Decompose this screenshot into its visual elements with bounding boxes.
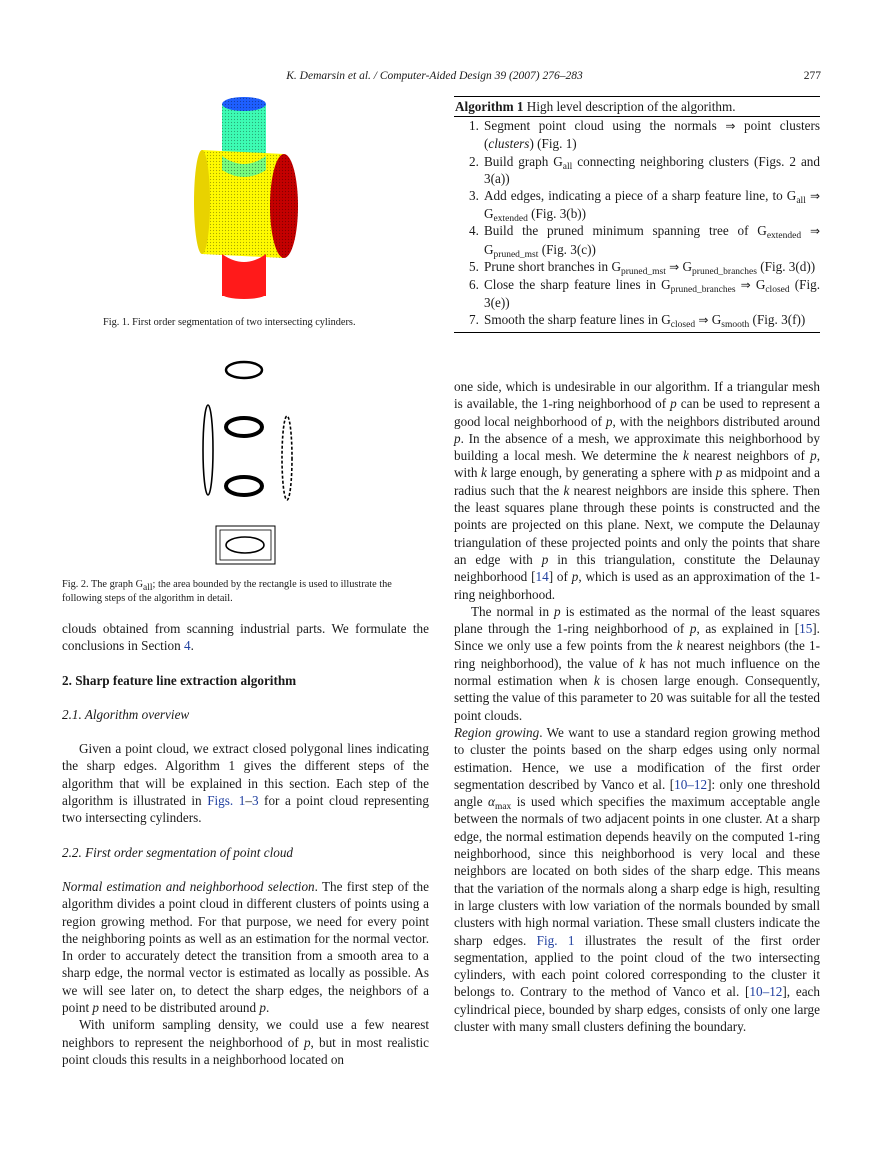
paragraph-uniform-sampling: With uniform sampling density, we could use a few nearest neighbors to represent the neighborhood of p, but in most realistic point clouds this results in a neighborhood located on	[62, 1017, 429, 1067]
fig2-bounding-rectangle	[216, 526, 275, 564]
fig2-node-in-rectangle	[226, 537, 264, 553]
paragraph-neighborhood: one side, which is undesirable in our algorithm. If a triangular mesh is available, the 1-ring neighborhood of p can be used to represent a good local neighborhood of p, with the neighbors distributed around p. In the absence of a mesh, we approximate this neighborhood by building a local mesh. We determine the k nearest neighbors of p, with k large enough, by generating a sphere with p as midpoint and a radius such that the k nearest neighbors are inside this sphere. Then the least squares plane through these points is constructed and the points are projected on this plane. Next, we compute the Delaunay triangulation of these projected points and only the points that share an edge with p in this triangulation, constitute the Delaunay neighborhood [14] of p, which is used as an approximation of the 1-ring neighborhood.	[454, 379, 820, 602]
fig2-node-left	[203, 405, 213, 495]
figure2-graph-image	[190, 352, 305, 570]
paragraph-overview: Given a point cloud, we extract closed polygonal lines indicating the sharp edges. Algorithm 1 gives the different steps of the algorithm that will be explained in this section. Each step of the algorithm is illustrated in Figs. 1–3 for a point cloud representing two intersecting cylinders.	[62, 741, 429, 826]
fig1-left-cap	[194, 150, 210, 254]
algorithm-step-2: 2. Build graph $G_{all}$ connecting neighboring clusters (Figs. 2 and 3(a))	[469, 153, 820, 186]
ref-section-4[interactable]: 4	[183, 638, 191, 654]
algorithm-step-1: 1. Segment point cloud using the normals ⇒ point clusters (clusters) (Fig. 1)	[469, 118, 820, 152]
paragraph-normal-estimation: Normal estimation and neighborhood selection. The first step of the algorithm divides a point cloud in different clusters of points using a region growing method. For that purpose, we need for every point the neighboring points as well as an estimation for the normal vector. In order to accurately detect the transition from a smooth area to a sharp edge, the normal vector is estimated as locally as possible. As we will see later on, to detect the sharp edges, the neighbors of a point p need to be distributed around p.	[62, 878, 429, 1016]
page-number: 277	[803, 70, 821, 82]
algorithm-step-7: 7. Smooth the sharp feature lines in $G_{closed}$ ⇒ $G_{smooth}$ (Fig. 3(f))	[469, 312, 806, 331]
algorithm-step-3: 3. Add edges, indicating a piece of a sharp feature line, to $G_{all}$ ⇒ $G_{extended}$ (Fig. 3(b))	[469, 188, 820, 225]
fig2-node-top	[226, 362, 262, 378]
ref-fig-3[interactable]: 3	[251, 793, 259, 809]
right-column	[454, 378, 820, 1035]
ref-14[interactable]: 14	[535, 569, 549, 585]
fig2-node-middle-lower	[226, 477, 262, 495]
ref-15[interactable]: 15	[799, 621, 813, 637]
paragraph-normal: The normal in p is estimated as the normal of the least squares plane through the 1-ring neighborhood of p, as explained in [15]. Since we only use a few points from the k nearest neighbors (the 1-ring neighborhood), the value of k has not much influence on the normal estimation when k is chosen large enough. Consequently, setting the value of this parameter to 20 was suitable for all the tested point clouds.	[454, 603, 820, 723]
subsection-2-1-title: 2.1. Algorithm overview	[62, 706, 190, 722]
left-column	[62, 620, 429, 1068]
figure1-caption: Fig. 1. First order segmentation of two intersecting cylinders.	[103, 317, 356, 328]
ref-10-12-second[interactable]: 10–12	[749, 984, 783, 1000]
fig2-node-right	[282, 416, 292, 500]
fig2-node-middle-upper	[226, 418, 262, 436]
paragraph-intro: clouds obtained from scanning industrial parts. We formulate the conclusions in Section 4.	[62, 621, 429, 654]
figure2-caption: Fig. 2. The graph $G_{all}$; the area bounded by the rectangle is used to illustrate the following steps of the algorithm in detail.	[62, 579, 392, 604]
figure1-cylinders-image	[188, 94, 302, 300]
ref-figs-1[interactable]: Figs. 1	[207, 793, 246, 809]
algorithm-1-title: Algorithm 1 High level description of the algorithm.	[454, 97, 820, 117]
paragraph-region-growing: Region growing. We want to use a standard region growing method to cluster the points based on the sharp edges using only normal estimation. Hence, we use a modification of the first order segmentation described by Vanco et al. [10–12]: only one threshold angle $\alpha_{max}$ is used which specifies the maximum acceptable angle between the normals of two adjacent points in one cluster. At a sharp edge, the normal estimation depends heavily on the computed 1-ring neighborhood, since this neighborhood is very local and these neighbors are located on both sides of the sharp edge. This means that the variation of the normals along a sharp edge is high, resulting in large clusters with low variation of the normals bounded by small clusters with high normal variation. These small clusters indicate the sharp edges. Fig. 1 illustrates the result of the first order segmentation, applied to the point cloud of the two intersecting cylinders, with each point colored corresponding to the cluster it belongs to. Contrary to the method of Vanco et al. [10–12], each cylindrical piece, bounded by sharp edges, consists of only one large cluster with many small clusters defining the boundary.	[454, 724, 820, 1034]
ref-fig-1[interactable]: Fig. 1	[536, 932, 575, 948]
section-2-title: 2. Sharp feature line extraction algorithm	[62, 672, 297, 688]
algorithm-1-box	[454, 96, 820, 333]
running-header: K. Demarsin et al. / Computer-Aided Design 39 (2007) 276–283	[286, 70, 583, 82]
fig1-bottom-cap	[222, 289, 266, 299]
algorithm-step-5: 5. Prune short branches in $G_{pruned\_mst}$ ⇒ $G_{pruned\_branches}$ (Fig. 3(d))	[469, 258, 816, 277]
algorithm-step-6: 6. Close the sharp feature lines in $G_{pruned\_branches}$ ⇒ $G_{closed}$ (Fig. 3(e))	[469, 277, 821, 311]
algorithm-step-4: 4. Build the pruned minimum spanning tree of $G_{extended}$ ⇒ $G_{pruned\_mst}$ (Fig. 3(c))	[469, 223, 820, 260]
ref-10-12-first[interactable]: 10–12	[674, 776, 708, 792]
subsection-2-2-title: 2.2. First order segmentation of point cloud	[62, 844, 294, 860]
